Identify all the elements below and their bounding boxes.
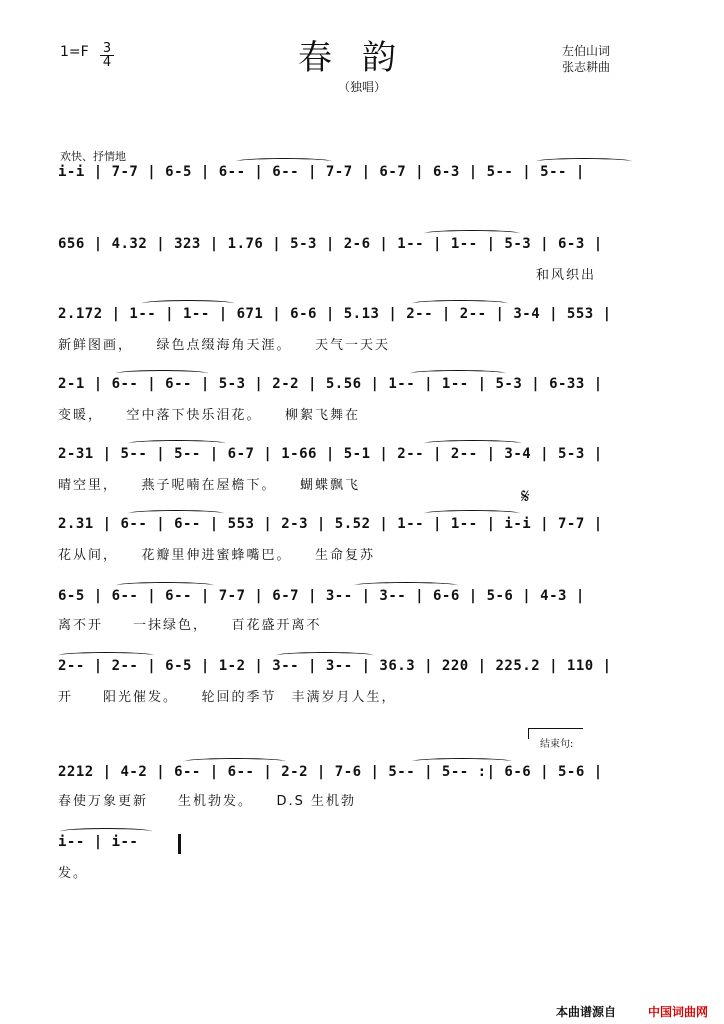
music-line-7: 6-5 | 6-- | 6-- | 7-7 | 6-7 | 3-- | 3-- | 6-6 | 5-6 | 4-3 | [58, 588, 585, 604]
lyric-line-3: 新鲜图画， 绿色点缀海角天涯。 天气一天天 [58, 338, 391, 353]
lyric-line-10: 发。 [58, 866, 89, 881]
lyric-line-6: 花从间， 花瓣里伸进蜜蜂嘴巴。 生命复苏 [58, 548, 376, 563]
footer-site-link[interactable]: 中国词曲网 [648, 1005, 709, 1019]
music-line-4: 2-1 | 6-- | 6-- | 5-3 | 2-2 | 5.56 | 1-- | 1-- | 5-3 | 6-33 | [58, 376, 603, 392]
song-title: 春韵 [298, 38, 426, 78]
lyric-line-5: 晴空里， 燕子呢喃在屋檐下。 蝴蝶飘飞 [58, 478, 361, 493]
music-line-9: 2212 | 4-2 | 6-- | 6-- | 2-2 | 7-6 | 5-- | 5-- :| 6-6 | 5-6 | [58, 764, 603, 780]
tie-mark [116, 582, 214, 589]
music-line-3: 2.172 | 1-- | 1-- | 671 | 6-6 | 5.13 | 2-- | 2-- | 3-4 | 553 | [58, 306, 612, 322]
time-signature-top: 3 [100, 42, 114, 56]
tie-mark [536, 158, 632, 165]
music-line-8: 2-- | 2-- | 6-5 | 1-2 | 3-- | 3-- | 36.3 | 220 | 225.2 | 110 | [58, 658, 612, 674]
segno-sign: 𝄋 [521, 484, 530, 508]
tie-mark [58, 652, 154, 659]
lyric-line-7: 离不开 一抹绿色， 百花盛开离不 [58, 618, 322, 633]
tie-mark [142, 300, 234, 307]
lyric-line-2: 和风织出 [536, 268, 597, 283]
tie-mark [424, 510, 520, 517]
music-line-6: 2.31 | 6-- | 6-- | 553 | 2-3 | 5.52 | 1-- | 1-- | i-i | 7-7 | [58, 516, 603, 532]
lyricist-credit: 左伯山词 [562, 44, 611, 58]
tie-mark [60, 828, 152, 835]
music-line-2: 656 | 4.32 | 323 | 1.76 | 5-3 | 2-6 | 1-- | 1-- | 5-3 | 6-3 | [58, 236, 603, 252]
music-line-5: 2-31 | 5-- | 5-- | 6-7 | 1-66 | 5-1 | 2-- | 2-- | 3-4 | 5-3 | [58, 446, 603, 462]
key-signature: 1=F [60, 44, 89, 60]
music-line-1: i-i | 7-7 | 6-5 | 6-- | 6-- | 7-7 | 6-7 | 6-3 | 5-- | 5-- | [58, 164, 585, 180]
lyric-line-4: 变暖， 空中落下快乐泪花。 柳絮飞舞在 [58, 408, 361, 423]
lyric-line-8: 开 阳光催发。 轮回的季节 丰满岁月人生， [58, 690, 397, 705]
tie-mark [410, 370, 506, 377]
tie-mark [116, 370, 208, 377]
time-signature-bottom: 4 [102, 55, 112, 70]
tie-mark [412, 758, 512, 765]
tie-mark [184, 758, 286, 765]
composer-credit: 张志耕曲 [562, 60, 611, 74]
final-barline [178, 834, 181, 854]
tempo-marking: 欢快、抒情地 [60, 150, 126, 163]
ending-label: 结束句: [540, 739, 574, 750]
tie-mark [276, 652, 374, 659]
tie-mark [128, 510, 224, 517]
time-signature [100, 42, 114, 69]
music-line-10: i-- | i-- [58, 834, 139, 850]
tie-mark [424, 230, 520, 237]
tie-mark [424, 440, 522, 447]
tie-mark [236, 158, 332, 165]
footer-source-text: 本曲谱源自 [556, 1005, 617, 1019]
tie-mark [354, 582, 458, 589]
tie-mark [412, 300, 508, 307]
tie-mark [128, 440, 226, 447]
lyric-line-9: 春使万象更新 生机勃发。 D.S 生机勃 [58, 794, 357, 809]
song-subtitle: （独唱） [337, 80, 386, 94]
